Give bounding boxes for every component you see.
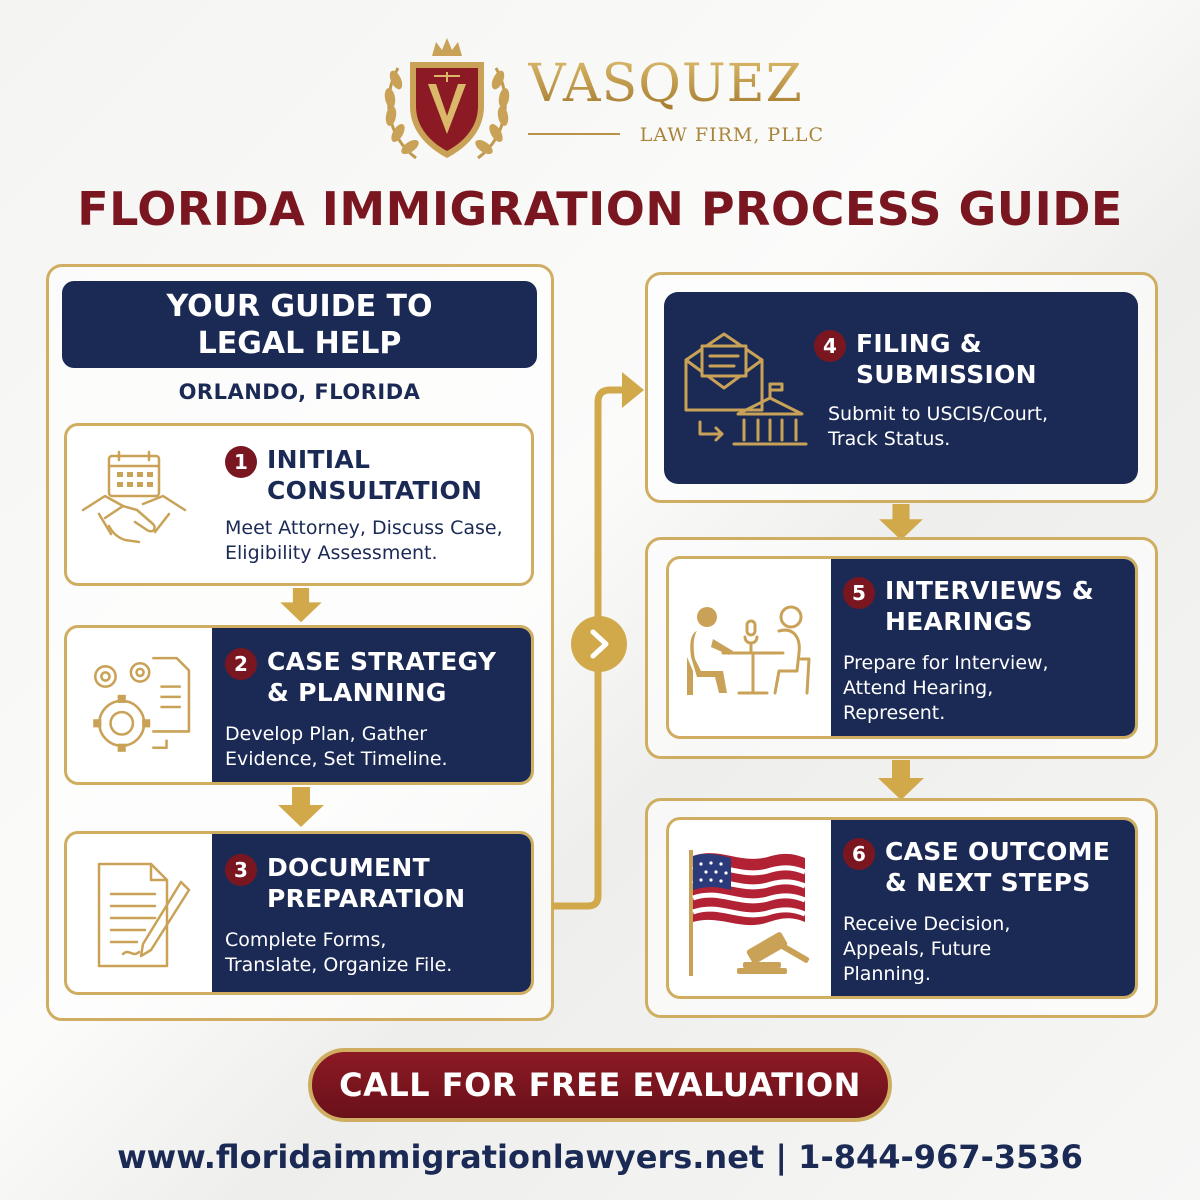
step-2-desc-line2: Evidence, Set Timeline.: [225, 748, 448, 770]
step-number-badge: 4: [814, 330, 846, 362]
step-5-content: [843, 575, 1133, 726]
step-3-title: [267, 852, 466, 914]
step-5-title-line2: HEARINGS: [885, 607, 1033, 636]
step-4-description: [828, 402, 1124, 452]
step-1-desc-line2: Eligibility Assessment.: [225, 542, 438, 564]
step-6-desc-line2: Appeals, Future: [843, 938, 992, 960]
handshake-calendar-icon: [79, 448, 189, 558]
guide-header-line2: LEGAL HELP: [197, 326, 402, 361]
step-6-content: [843, 836, 1133, 987]
step-number-badge: 3: [225, 854, 257, 886]
step-3-title-line1: DOCUMENT: [267, 853, 430, 882]
step-5-title-line1: INTERVIEWS &: [885, 576, 1095, 605]
step-2-title-line1: CASE STRATEGY: [267, 647, 497, 676]
down-arrow-icon: [876, 760, 926, 800]
step-card-3: [64, 831, 534, 995]
guide-header: [62, 281, 537, 368]
step-4-desc-line1: Submit to USCIS/Court,: [828, 403, 1049, 425]
step-card-6: [666, 817, 1138, 999]
step-1-content: [225, 444, 525, 566]
interview-table-icon: [683, 597, 823, 707]
step-card-5: [666, 556, 1138, 739]
brand-name: VASQUEZ: [528, 58, 828, 110]
step-3-title-line2: PREPARATION: [267, 884, 466, 913]
step-card-1: [64, 423, 534, 586]
step-5-desc-line2: Attend Hearing,: [843, 677, 994, 699]
step-3-desc-line1: Complete Forms,: [225, 929, 387, 951]
step-number-badge: 5: [843, 577, 875, 609]
step-2-title-line2: & PLANNING: [267, 678, 447, 707]
step-4-title-line2: SUBMISSION: [856, 360, 1037, 389]
free-evaluation-button[interactable]: CALL FOR FREE EVALUATION: [308, 1048, 892, 1122]
step-2-content: [225, 646, 525, 772]
step-card-2: [64, 625, 534, 785]
step-6-title-line1: CASE OUTCOME: [885, 837, 1111, 866]
step-6-title-line2: & NEXT STEPS: [885, 868, 1091, 897]
step-card-4: [664, 292, 1138, 484]
step-6-description: [843, 912, 1133, 987]
step-number-badge: 1: [225, 446, 257, 478]
step-4-title-line1: FILING &: [856, 329, 982, 358]
step-5-description: [843, 651, 1133, 726]
document-pen-icon: [85, 854, 195, 974]
step-4-title: [856, 328, 1037, 390]
gears-document-icon: [81, 650, 193, 762]
step-1-title: [267, 444, 482, 506]
column-connector-arrow: [552, 362, 652, 922]
down-arrow-icon: [276, 588, 326, 624]
step-2-title: [267, 646, 496, 708]
location-label: ORLANDO, FLORIDA: [178, 380, 421, 404]
law-firm-seal-logo: [376, 36, 518, 166]
step-number-badge: 6: [843, 838, 875, 870]
guide-header-line1: YOUR GUIDE TO: [166, 289, 433, 324]
flag-gavel-icon: [681, 844, 821, 984]
step-1-title-line1: INITIAL: [267, 445, 371, 474]
step-6-desc-line1: Receive Decision,: [843, 913, 1011, 935]
step-4-desc-line2: Track Status.: [828, 428, 951, 450]
step-6-desc-line3: Planning.: [843, 963, 931, 985]
step-5-desc-line1: Prepare for Interview,: [843, 652, 1049, 674]
step-3-desc-line2: Translate, Organize File.: [225, 954, 453, 976]
contact-info[interactable]: www.floridaimmigrationlawyers.net | 1-844-967-3536: [117, 1138, 1083, 1176]
step-1-description: [225, 516, 525, 566]
step-4-content: [814, 328, 1124, 452]
page-title: FLORIDA IMMIGRATION PROCESS GUIDE: [77, 182, 1123, 236]
envelope-courthouse-icon: [680, 326, 810, 456]
brand-subtitle: LAW FIRM, PLLC: [639, 124, 824, 146]
step-number-badge: 2: [225, 648, 257, 680]
step-2-desc-line1: Develop Plan, Gather: [225, 723, 428, 745]
step-1-desc-line1: Meet Attorney, Discuss Case,: [225, 517, 503, 539]
step-5-desc-line3: Represent.: [843, 702, 946, 724]
step-3-content: [225, 852, 525, 978]
down-arrow-icon: [276, 787, 326, 827]
step-5-title: [885, 575, 1094, 637]
step-3-description: [225, 928, 525, 978]
step-6-title: [885, 836, 1110, 898]
step-1-title-line2: CONSULTATION: [267, 476, 483, 505]
step-2-description: [225, 722, 525, 772]
